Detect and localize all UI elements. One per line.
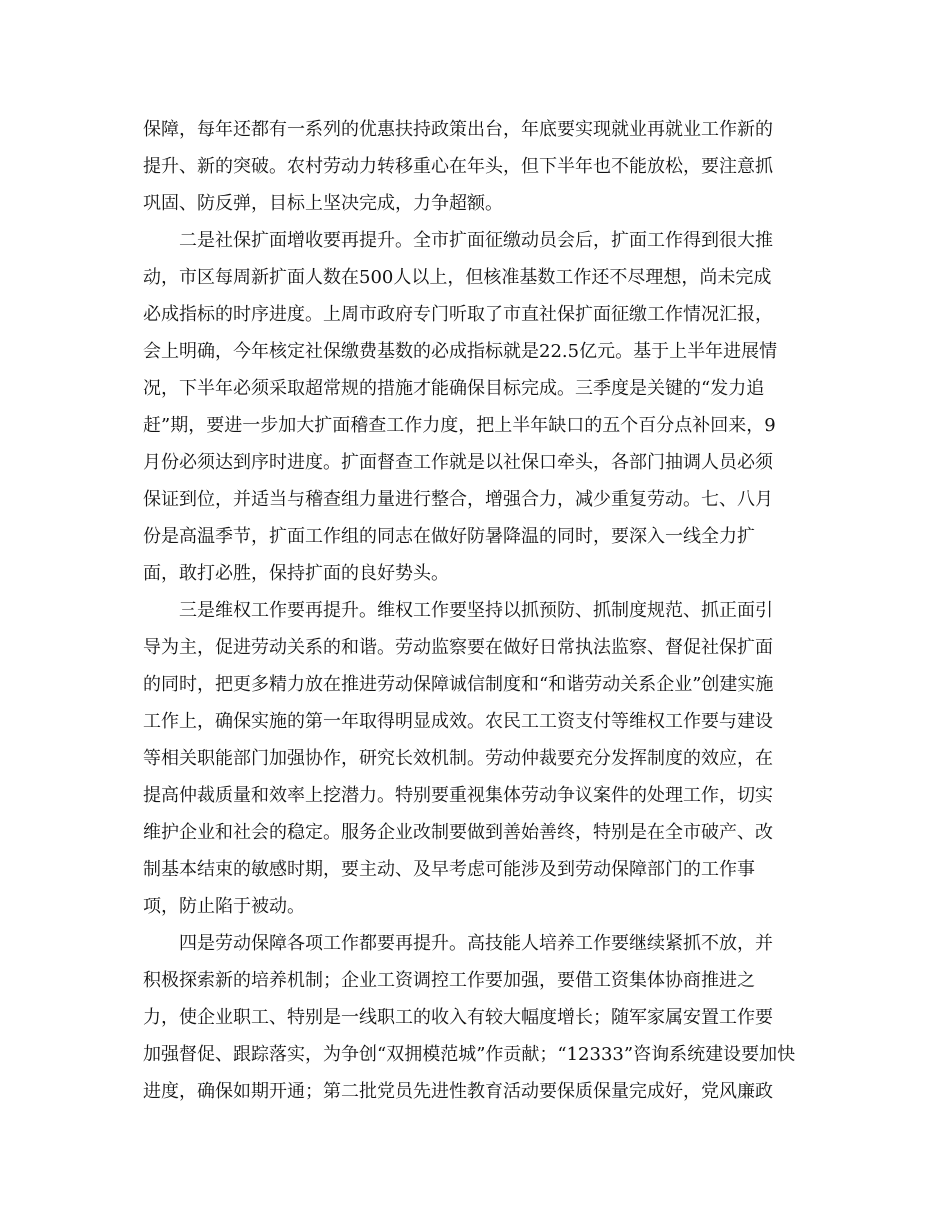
paragraph-start-line: 二是社保扩面增收要再提升。全市扩面征缴动员会后，扩面工作得到很大推: [179, 230, 773, 251]
text-line: 赶”期，要进一步加大扩面稽查工作力度，把上半年缺口的五个百分点补回来，9: [143, 415, 776, 436]
text-line: 进度，确保如期开通；第二批党员先进性教育活动要保质保量完成好，党风廉政: [143, 1081, 773, 1102]
text-line: 等相关职能部门加强协作，研究长效机制。劳动仲裁要充分发挥制度的效应，在: [143, 748, 773, 769]
text-line: 维护企业和社会的稳定。服务企业改制要做到善始善终，特别是在全市破产、改: [143, 822, 773, 843]
text-line: 提升、新的突破。农村劳动力转移重心在年头，但下半年也不能放松，要注意抓: [143, 156, 773, 177]
text-line: 加强督促、跟踪落实，为争创“双拥模范城”作贡献；“12333”咨询系统建设要加快: [143, 1044, 796, 1065]
text-line: 会上明确，今年核定社保缴费基数的必成指标就是22.5亿元。基于上半年进展情: [143, 341, 778, 362]
text-line: 巩固、防反弹，目标上坚决完成，力争超额。: [143, 193, 503, 214]
paragraph-start-line: 三是维权工作要再提升。维权工作要坚持以抓预防、抓制度规范、抓正面引: [179, 600, 773, 621]
text-line: 提高仲裁质量和效率上挖潜力。特别要重视集体劳动争议案件的处理工作，切实: [143, 785, 773, 806]
text-line: 力，使企业职工、特别是一线职工的收入有较大幅度增长；随军家属安置工作要: [143, 1007, 773, 1028]
text-line: 的同时，把更多精力放在推进劳动保障诚信制度和“和谐劳动关系企业”创建实施: [143, 674, 774, 695]
paragraph-start-line: 四是劳动保障各项工作都要再提升。高技能人培养工作要继续紧抓不放，并: [179, 933, 773, 954]
text-line: 保障，每年还都有一系列的优惠扶持政策出台，年底要实现就业再就业工作新的: [143, 119, 773, 140]
text-line: 月份必须达到序时进度。扩面督查工作就是以社保口牵头，各部门抽调人员必须: [143, 452, 773, 473]
text-line: 工作上，确保实施的第一年取得明显成效。农民工工资支付等维权工作要与建设: [143, 711, 773, 732]
text-line: 制基本结束的敏感时期，要主动、及早考虑可能涉及到劳动保障部门的工作事: [143, 859, 755, 880]
text-line: 况，下半年必须采取超常规的措施才能确保目标完成。三季度是关键的“发力追: [143, 378, 765, 399]
text-line: 积极探索新的培养机制；企业工资调控工作要加强，要借工资集体协商推进之: [143, 970, 755, 991]
text-line: 导为主，促进劳动关系的和谐。劳动监察要在做好日常执法监察、督促社保扩面: [143, 637, 773, 658]
text-line: 面，敢打必胜，保持扩面的良好势头。: [143, 563, 449, 584]
text-line: 保证到位，并适当与稽查组力量进行整合，增强合力，减少重复劳动。七、八月: [143, 489, 773, 510]
document-body: [143, 111, 815, 1110]
text-line: 份是高温季节，扩面工作组的同志在做好防暑降温的同时，要深入一线全力扩: [143, 526, 755, 547]
text-line: 项，防止陷于被动。: [143, 896, 305, 917]
text-line: 必成指标的时序进度。上周市政府专门听取了市直社保扩面征缴工作情况汇报，: [143, 304, 773, 325]
text-line: 动，市区每周新扩面人数在500人以上，但核准基数工作还不尽理想，尚未完成: [143, 267, 772, 288]
